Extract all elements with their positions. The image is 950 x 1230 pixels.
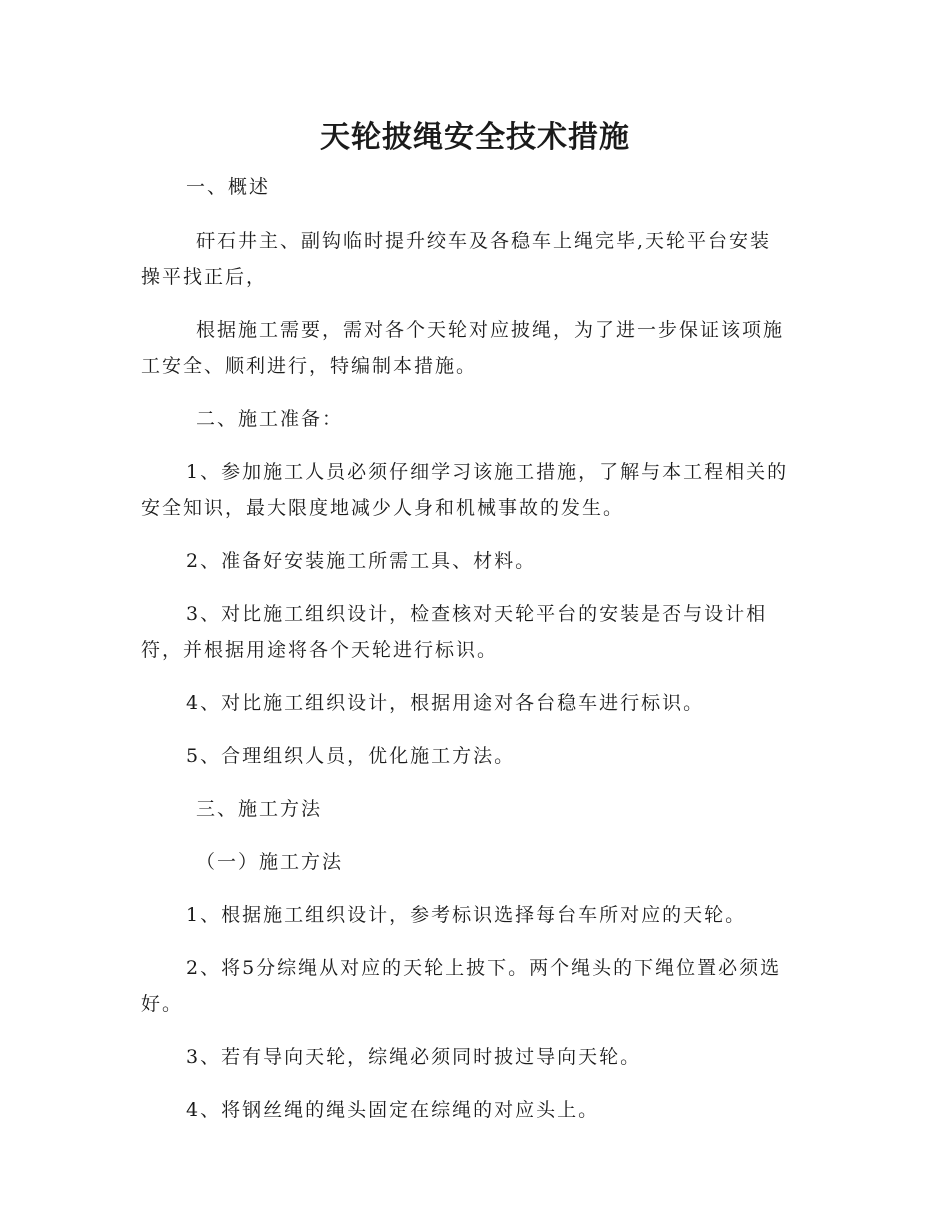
list-item-line: 4、将钢丝绳的绳头固定在综绳的对应头上。 xyxy=(186,1099,600,1121)
list-item-line: 1、根据施工组织设计，参考标识选择每台车所对应的天轮。 xyxy=(186,904,747,926)
section-heading-preparation: 二、施工准备： xyxy=(196,408,344,430)
list-item-line: 5、合理组织人员，优化施工方法。 xyxy=(186,745,516,767)
list-item-line: 3、对比施工组织设计，检查核对天轮平台的安装是否与设计相 xyxy=(186,603,768,625)
list-item-line: 2、准备好安装施工所需工具、材料。 xyxy=(186,550,537,572)
paragraph-line: 矸石井主、副钩临时提升绞车及各稳车上绳完毕,天轮平台安装 xyxy=(196,230,772,252)
list-item-line: 4、对比施工组织设计，根据用途对各台稳车进行标识。 xyxy=(186,692,705,714)
paragraph-line: 根据施工需要，需对各个天轮对应披绳，为了进一步保证该项施 xyxy=(196,319,785,341)
list-item-line: 安全知识，最大限度地减少人身和机械事故的发生。 xyxy=(141,497,625,519)
list-item-line: 符，并根据用途将各个天轮进行标识。 xyxy=(141,639,499,661)
list-item-line: 3、若有导向天轮，综绳必须同时披过导向天轮。 xyxy=(186,1046,642,1068)
paragraph-line: 工安全、顺利进行，特编制本措施。 xyxy=(141,355,478,377)
section-heading-overview: 一、概述 xyxy=(186,176,271,198)
list-item-line: 好。 xyxy=(141,993,184,1015)
document-title: 天轮披绳安全技术措施 xyxy=(320,120,630,155)
section-heading-method: 三、施工方法 xyxy=(196,798,323,820)
list-item-line: 1、参加施工人员必须仔细学习该施工措施，了解与本工程相关的 xyxy=(186,461,789,483)
list-item-line: 2、将5分综绳从对应的天轮上披下。两个绳头的下绳位置必须选 xyxy=(186,957,782,979)
paragraph-line: 操平找正后， xyxy=(141,266,268,288)
subsection-heading-method: （一）施工方法 xyxy=(196,851,344,873)
